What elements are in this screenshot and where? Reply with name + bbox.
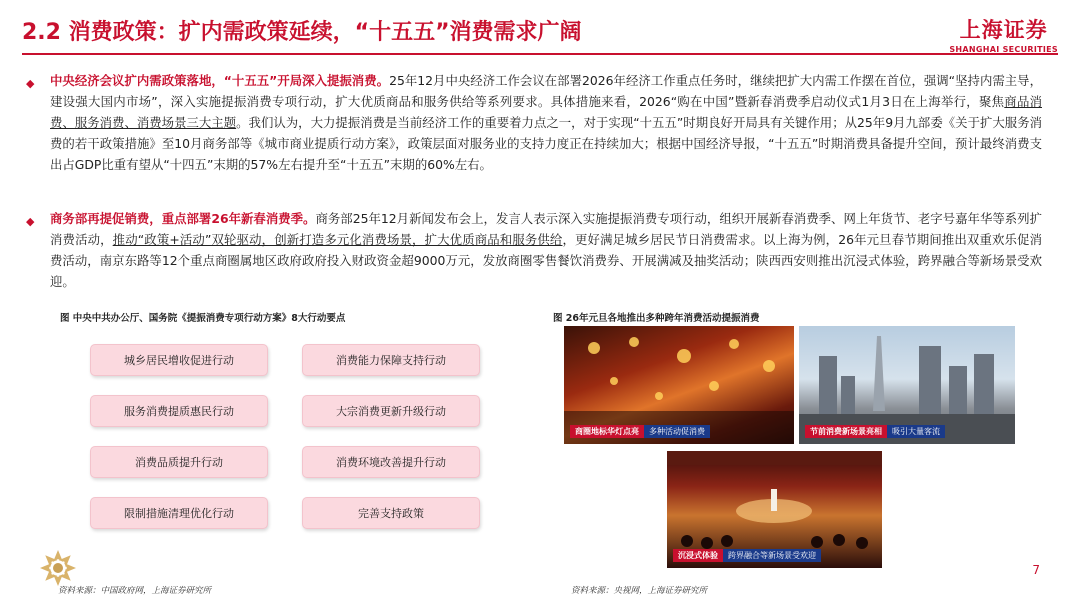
action-item-7: 限制措施清理优化行动 <box>90 497 268 529</box>
left-figure-caption: 图 中央中共办公厅、国务院《提振消费专项行动方案》8大行动要点 <box>60 313 346 324</box>
bullet-2-tail: ，更好满足城乡居民节日消费需求。以上海为例，26年元旦春节期间推出双重欢乐促消费活动，南京东路等12个重点商圈属地区政府政府投入财政资金超9000万元，发放商圈零售餐饮消费券、开展满减及抽奖活动；陕西西安则推出沉浸式体验，跨界融合等新场景受欢迎。 <box>50 232 1042 289</box>
photo-1-banner-b: 多种活动促消费 <box>644 425 710 438</box>
bullet-2-underline: 推动“政策+活动”双轮驱动，创新打造多元化消费场景，扩大优质商品和服务供给 <box>112 232 563 247</box>
photo-1-banner <box>570 425 710 438</box>
page-title: 2.2 消费政策：扩内需政策延续，“十五五”消费需求广阔 <box>22 20 582 45</box>
action-item-8: 完善支持政策 <box>302 497 480 529</box>
photo-3-banner-a: 沉浸式体验 <box>673 549 723 562</box>
photo-3-banner <box>673 549 821 562</box>
photo-1-banner-a: 商圈地标华灯点亮 <box>570 425 644 438</box>
emblem-logo-icon <box>38 548 78 588</box>
logo-cn: 上海证券 <box>959 18 1048 42</box>
bullet-paragraph-2 <box>28 208 1042 292</box>
left-source-note: 资料来源：中国政府网，上海证券研究所 <box>58 586 212 596</box>
photo-shanghai-lanterns <box>564 326 794 444</box>
action-item-1: 城乡居民增收促进行动 <box>90 344 268 376</box>
bullet-1-underline: 商品消费、服务消费、消费场景三大主题 <box>50 94 1042 130</box>
photo-2-banner-b: 吸引大量客流 <box>887 425 945 438</box>
page-number: 7 <box>1032 563 1040 577</box>
diamond-bullet-icon: ◆ <box>26 215 35 228</box>
action-item-4: 大宗消费更新升级行动 <box>302 395 480 427</box>
bullet-2-body: 商务部25年12月新闻发布会上，发言人表示深入实施提振消费专项行动，组织开展新春消费季、网上年货节、老字号嘉年华等系列扩消费活动， <box>50 211 1042 247</box>
logo-en: SHANGHAI SECURITIES <box>949 45 1058 54</box>
action-item-5: 消费品质提升行动 <box>90 446 268 478</box>
photo-city-skyline <box>799 326 1015 444</box>
action-item-6: 消费环境改善提升行动 <box>302 446 480 478</box>
bullet-1-body: 25年12月中央经济工作会议在部署2026年经济工作重点任务时，继续把扩大内需工作摆在首位，强调“坚持内需主导，建设强大国内市场”，深入实施提振消费专项行动，扩大优质商品和服务供给等系列要求。具体措施来看，2026“购在中国”暨新春消费季启动仪式1月3日在上海举行，聚焦 <box>50 73 1042 109</box>
company-logo <box>949 14 1058 54</box>
photo-2-banner <box>805 425 945 438</box>
right-figure-caption: 图 26年元旦各地推出多种跨年消费活动提振消费 <box>553 313 760 324</box>
photo-immersive-show <box>667 451 882 568</box>
action-item-2: 消费能力保障支持行动 <box>302 344 480 376</box>
bullet-1-lead: 中央经济会议扩内需政策落地，“十五五”开局深入提振消费。 <box>50 73 390 88</box>
bullet-2-lead: 商务部再提促销费，重点部署26年新春消费季。 <box>50 211 316 226</box>
bullet-paragraph-1 <box>28 70 1042 175</box>
right-source-note: 资料来源：央视网，上海证券研究所 <box>571 586 708 596</box>
photo-2-banner-a: 节前消费新场景亮相 <box>805 425 887 438</box>
action-item-3: 服务消费提质惠民行动 <box>90 395 268 427</box>
diamond-bullet-icon: ◆ <box>26 77 35 90</box>
bullet-1-tail: 。我们认为，大力提振消费是当前经济工作的重要着力点之一，对于实现“十五五”时期良好开局具有关键作用；从25年9月九部委《关于扩大服务消费的若干政策措施》至10月商务部等《城市商业提质行动方案》，政策层面对服务业的支持力度正在持续加大；根据中国经济导报，“十五五”时期消费具备提升空间，预计最终消费支出占GDP比重有望从“十四五”末期的57%左右提升至“十五五”末期的60%左右。 <box>50 115 1043 172</box>
title-divider <box>22 53 1058 55</box>
photo-3-banner-b: 跨界融合等新场景受欢迎 <box>723 549 821 562</box>
